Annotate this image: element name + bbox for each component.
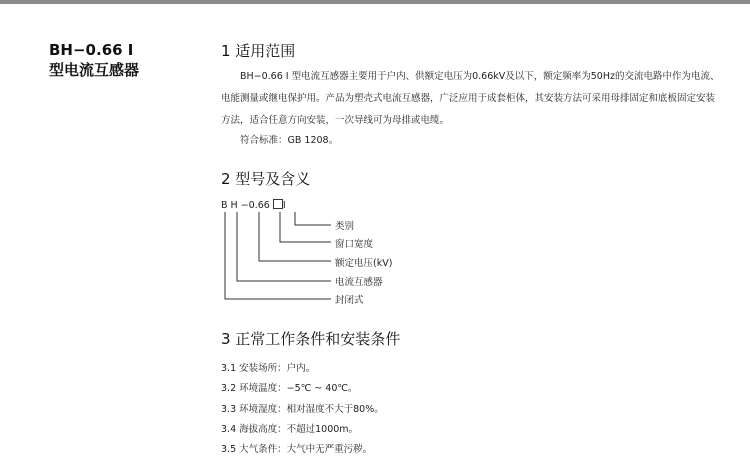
condition-item: 3.4 海拔高度：不超过1000m。: [221, 424, 359, 435]
label-rated-voltage: 额定电压(kV): [335, 258, 393, 269]
connector-current-transformer: [237, 212, 331, 281]
label-current-transformer: 电流互感器: [335, 277, 383, 288]
label-enclosed: 封闭式: [335, 295, 364, 306]
connector-category: [295, 212, 331, 225]
section3-heading: 3 正常工作条件和安装条件: [221, 330, 401, 348]
condition-item: 3.3 环境湿度：相对湿度不大于80%。: [221, 404, 384, 415]
product-title-line1: BH−0.66 Ⅰ: [49, 41, 134, 59]
label-window-width: 窗口宽度: [335, 239, 374, 250]
section2-heading: 2 型号及含义: [221, 170, 311, 188]
model-code-suffix: Ⅰ: [282, 200, 286, 211]
product-title-line2: 型电流互感器: [49, 61, 140, 79]
condition-item: 3.1 安装场所：户内。: [221, 363, 316, 374]
section1-paragraph-text: BH−0.66 Ⅰ 型电流互感器主要用于户内、供额定电压为0.66kV及以下，额定频率为50Hz的交流电路中作为电流、电能测量或继电保护用。产品为塑壳式电流互感器，广泛应用于成套柜体，其安装方法可采用母排固定和底板固定安装方法，适合任意方向安装，一次导线可为母排或电缆。: [221, 71, 720, 126]
standard-text: 符合标准：GB 1208。: [240, 135, 339, 146]
connector-window-width: [280, 212, 331, 242]
condition-item: 3.2 环境温度：−5℃ ~ 40℃。: [221, 383, 358, 394]
model-code-text: B H −0.66: [221, 200, 270, 211]
condition-item: 3.5 大气条件：大气中无严重污秽。: [221, 444, 373, 455]
label-category: 类别: [335, 221, 355, 232]
section1-heading: 1 适用范围: [221, 42, 296, 60]
